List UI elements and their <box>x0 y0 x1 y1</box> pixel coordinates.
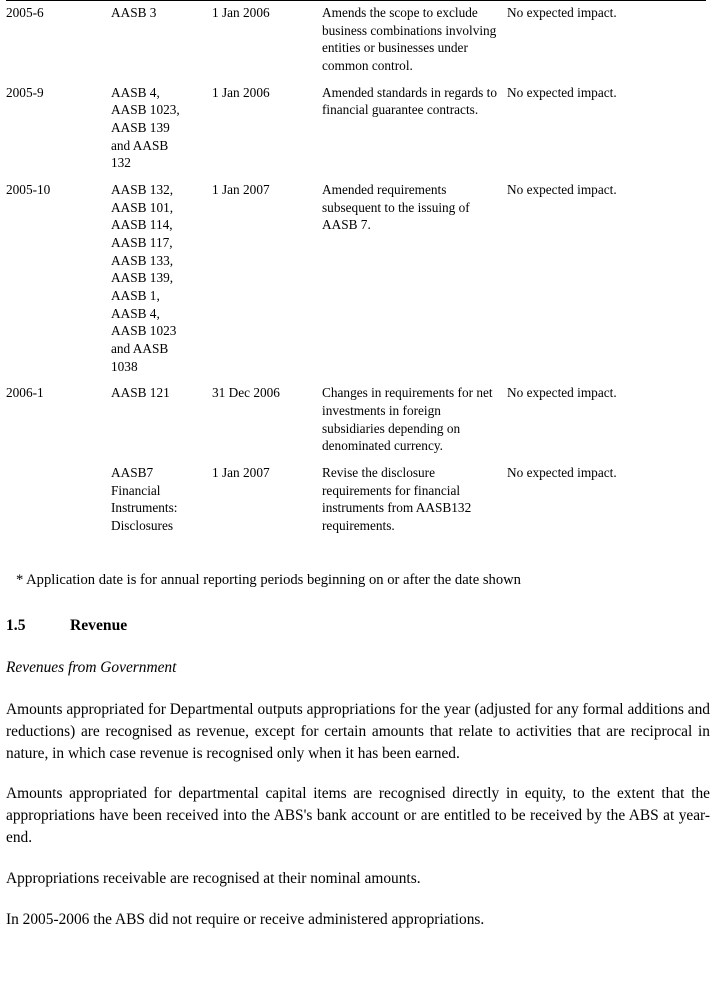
cell-application-date: 1 Jan 2006 <box>212 1 322 81</box>
affected-list-3 <box>111 384 206 402</box>
affected-standard-line: AASB 1023, <box>111 102 180 118</box>
cell-standard: 2006-1 <box>6 385 44 401</box>
affected-standard-line: AASB 1, <box>111 288 160 304</box>
affected-standard-line: 132 <box>111 155 131 171</box>
cell-nature-of-change: Amends the scope to exclude business combinations involving entities or businesses under common control. <box>322 1 507 81</box>
cell-application-date: 31 Dec 2006 <box>212 385 280 401</box>
cell-affected-standards <box>111 461 212 541</box>
cell-nature-of-change: Amended standards in regards to financial guarantee contracts. <box>322 84 498 118</box>
cell-impact: No expected impact. <box>507 182 617 198</box>
affected-list-1 <box>111 84 206 172</box>
affected-standard-line: AASB 133, <box>111 252 174 268</box>
affected-standard-line: AASB 1023 <box>111 323 177 339</box>
accounting-standards-table <box>6 0 706 541</box>
cell-nature-of-change: Revise the disclosure requirements for financial instruments from AASB132 requirements. <box>322 465 472 534</box>
cell-standard: 2005-10 <box>6 182 51 198</box>
cell-affected-standards <box>111 81 212 178</box>
cell-impact: No expected impact. <box>507 465 617 481</box>
table-row <box>6 178 706 381</box>
affected-standard-line: AASB 139, <box>111 270 174 286</box>
cell-affected-standards <box>111 1 212 81</box>
paragraph-1: Amounts appropriated for Departmental outputs appropriations for the year (adjusted for any formal additions and reductions) are recognised as revenue, except for certain amounts that relate to activities that are reciprocal in nature, in which case revenue is recognised only when it has been earned. <box>6 700 710 762</box>
cell-standard: 2005-6 <box>6 1 111 81</box>
table-footnote: * Application date is for annual reporting periods beginning on or after the date shown <box>16 571 521 588</box>
cell-affected-standards <box>111 381 212 461</box>
affected-standard-line: 1038 <box>111 358 138 374</box>
affected-list-0 <box>111 4 206 22</box>
affected-standard-line: AASB 4, <box>111 305 160 321</box>
cell-application-date: 1 Jan 2006 <box>212 84 270 100</box>
affected-standard-line: Disclosures <box>111 518 174 534</box>
affected-standard-line: Instruments: <box>111 500 178 516</box>
section-title: Revenue <box>70 616 128 634</box>
section-heading <box>6 617 710 635</box>
section-number: 1.5 <box>6 616 26 634</box>
subsection-heading: Revenues from Government <box>6 658 177 676</box>
table-row <box>6 81 706 178</box>
cell-impact: No expected impact. <box>507 1 706 81</box>
paragraph-3: Appropriations receivable are recognised at their nominal amounts. <box>6 870 421 888</box>
cell-standard: 2005-9 <box>6 84 44 100</box>
table-row <box>6 461 706 541</box>
paragraph-2: Amounts appropriated for departmental capital items are recognised directly in equity, to the extent that the appropriations have been received into the ABS's bank account or are entitled to be received by the ABS at year-end. <box>6 785 710 847</box>
affected-standard-line: AASB 139 <box>111 120 170 136</box>
cell-impact: No expected impact. <box>507 84 617 100</box>
cell-nature-of-change: Amended requirements subsequent to the issuing of AASB 7. <box>322 182 470 233</box>
affected-standard-line: AASB 117, <box>111 235 173 251</box>
cell-nature-of-change: Changes in requirements for net investments in foreign subsidiaries depending on denominated currency. <box>322 385 493 454</box>
affected-standard-line: AASB 132, <box>111 182 174 198</box>
affected-list-4 <box>111 464 206 535</box>
paragraph-4: In 2005-2006 the ABS did not require or receive administered appropriations. <box>6 910 485 928</box>
affected-standard-line: AASB 3 <box>111 5 157 20</box>
table-row <box>6 381 706 461</box>
cell-affected-standards <box>111 178 212 381</box>
affected-standard-line: and AASB <box>111 137 169 153</box>
affected-standard-line: AASB 121 <box>111 385 170 401</box>
affected-standard-line: AASB 114, <box>111 217 173 233</box>
table-row <box>6 1 706 81</box>
cell-standard <box>6 461 111 541</box>
affected-standard-line: AASB 101, <box>111 199 174 215</box>
cell-application-date: 1 Jan 2007 <box>212 182 270 198</box>
cell-impact: No expected impact. <box>507 385 617 401</box>
affected-list-2 <box>111 181 206 375</box>
affected-standard-line: AASB7 <box>111 465 154 481</box>
table-body <box>6 1 706 541</box>
affected-standard-line: Financial <box>111 482 161 498</box>
cell-application-date: 1 Jan 2007 <box>212 465 270 481</box>
affected-standard-line: AASB 4, <box>111 84 160 100</box>
affected-standard-line: and AASB <box>111 341 169 357</box>
